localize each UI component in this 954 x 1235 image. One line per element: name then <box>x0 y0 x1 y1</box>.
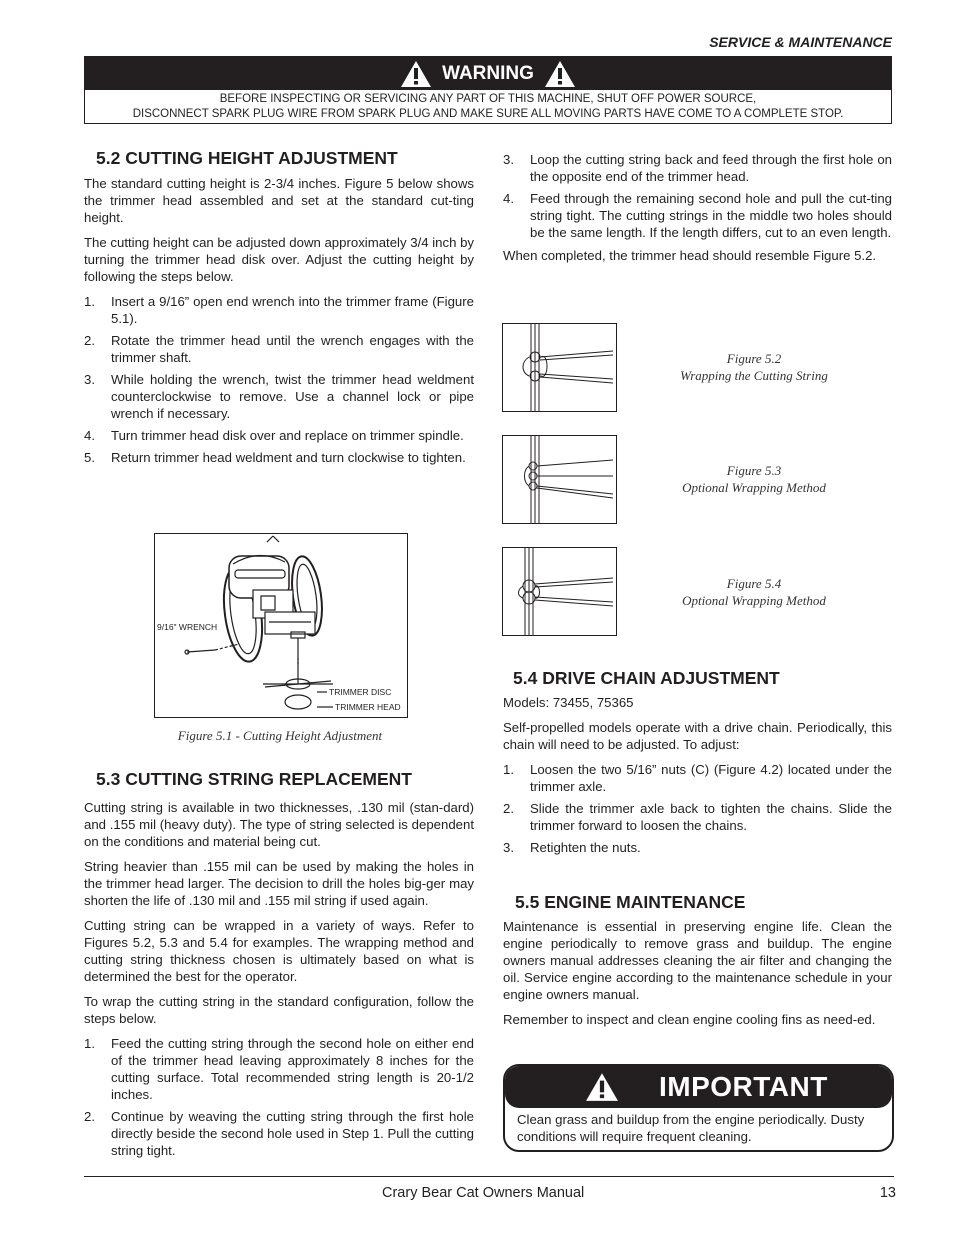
section-5-2 <box>84 150 474 471</box>
section-5-4-models: Models: 73455, 75365 <box>503 695 634 710</box>
list-item: 2. Slide the trimmer axle back to tighten the chains. Slide the trimmer forward to loosen the chains. <box>503 801 892 833</box>
figure-5-2-caption <box>660 350 848 384</box>
section-5-3-steps-continued <box>503 151 892 241</box>
list-item: 3. Retighten the nuts. <box>503 840 641 855</box>
footer-divider <box>84 1176 894 1177</box>
section-5-4-steps <box>503 761 892 856</box>
section-5-5 <box>503 894 892 1036</box>
section-5-3-para-4: To wrap the cutting string in the standard configuration, follow the steps below. <box>84 994 474 1026</box>
important-label: IMPORTANT <box>659 1071 828 1102</box>
figure-5-2 <box>502 323 617 412</box>
warning-icon <box>544 60 576 88</box>
wrench-label: 9/16" WRENCH <box>157 622 218 632</box>
list-item: 1. Feed the cutting string through the second hole on either end of the trimmer head leaving approximately 8 inches for the cutting surface. Total recommended string length is 20-1/2 inches. <box>84 1036 474 1102</box>
list-item: 1. Insert a 9/16” open end wrench into the trimmer frame (Figure 5.1). <box>84 294 474 326</box>
section-5-2-para-2: The cutting height can be adjusted down approximately 3/4 inch by turning the trimmer head disk over. Adjust the cutting height by following the steps below. <box>84 235 475 284</box>
figure-5-3-title: Optional Wrapping Method <box>682 480 826 495</box>
important-bar <box>505 1066 892 1108</box>
string-wrap-diagram <box>503 324 616 411</box>
figure-5-1 <box>154 533 408 718</box>
section-5-2-title: 5.2 CUTTING HEIGHT ADJUSTMENT <box>96 148 398 168</box>
section-5-3-title: 5.3 CUTTING STRING REPLACEMENT <box>96 769 412 789</box>
footer-manual-title: Crary Bear Cat Owners Manual <box>382 1185 585 1201</box>
warning-bar <box>85 57 891 90</box>
list-item: 3. Loop the cutting string back and feed through the first hole on the opposite end of the trimmer head. <box>503 152 892 184</box>
warning-icon <box>585 1072 619 1102</box>
figure-5-3-caption <box>660 462 848 496</box>
section-5-3-para-3: Cutting string can be wrapped in a variety of ways. Refer to Figures 5.2, 5.3 and 5.4 for examples. The wrapping method and cutting string thickness chosen is ultimately based on what is determined the best for the operator. <box>84 918 474 984</box>
figure-5-4 <box>502 547 617 636</box>
string-wrap-diagram <box>503 436 616 523</box>
page-number: 13 <box>879 1185 896 1201</box>
header-section-title: SERVICE & MAINTENANCE <box>709 34 892 50</box>
section-5-5-para-2: Remember to inspect and clean engine cooling fins as need-ed. <box>503 1012 876 1027</box>
section-5-3-para-5: When completed, the trimmer head should resemble Figure 5.2. <box>503 248 877 263</box>
figure-5-4-number: Figure 5.4 <box>726 576 782 591</box>
section-5-4 <box>503 670 892 861</box>
section-5-4-para-1: Self-propelled models operate with a drive chain. Periodically, this chain will need to be adjusted. To adjust: <box>503 720 892 752</box>
list-item: 2. Continue by weaving the cutting string through the first hole directly beside the second hole used in Step 1. Pull the cutting string tight. <box>84 1109 474 1158</box>
warning-box <box>84 56 892 124</box>
string-wrap-diagram <box>503 548 616 635</box>
section-5-3-steps <box>84 1035 474 1159</box>
important-box <box>503 1064 894 1152</box>
warning-line-2: DISCONNECT SPARK PLUG WIRE FROM SPARK PLUG AND MAKE SURE ALL MOVING PARTS HAVE COME TO A COMPLETE STOP. <box>132 108 844 120</box>
trimmer-disc-label: TRIMMER DISC <box>329 687 392 697</box>
figure-5-3 <box>502 435 617 524</box>
trimmer-head-label: TRIMMER HEAD <box>335 702 401 712</box>
section-5-4-title: 5.4 DRIVE CHAIN ADJUSTMENT <box>513 668 780 688</box>
figure-5-1-caption: Figure 5.1 - Cutting Height Adjustment <box>177 728 383 743</box>
section-5-5-title: 5.5 ENGINE MAINTENANCE <box>515 892 746 912</box>
warning-label: WARNING <box>442 62 534 84</box>
important-text: Clean grass and buildup from the engine periodically. Dusty conditions will require frequent cleaning. <box>517 1112 865 1144</box>
list-item: 4. Turn trimmer head disk over and replace on trimmer spindle. <box>84 428 464 443</box>
section-5-3 <box>84 771 474 1164</box>
trimmer-illustration <box>155 534 407 717</box>
list-item: 2. Rotate the trimmer head until the wrench engages with the trimmer shaft. <box>84 333 474 365</box>
list-item: 3. While holding the wrench, twist the trimmer head weldment counterclockwise to remove. Use a channel lock or pipe wrench if necessary. <box>84 372 474 421</box>
section-5-3-continued <box>503 151 892 272</box>
figure-5-2-title: Wrapping the Cutting String <box>680 368 828 383</box>
section-5-2-steps <box>84 293 474 466</box>
section-5-2-para-1: The standard cutting height is 2-3/4 inches. Figure 5 below shows the trimmer head assembled and set at the standard cut-ting height. <box>84 176 474 225</box>
section-5-5-para-1: Maintenance is essential in preserving engine life. Clean the engine periodically to remove grass and buildup. The engine owners manual addresses cleaning the air filter and changing the oil. Service engine according to the maintenance schedule in your engine owners manual. <box>503 919 892 1002</box>
list-item: 1. Loosen the two 5/16” nuts (C) (Figure 4.2) located under the trimmer axle. <box>503 762 892 794</box>
figure-5-2-number: Figure 5.2 <box>726 351 782 366</box>
figure-5-3-number: Figure 5.3 <box>726 463 782 478</box>
section-5-3-para-1: Cutting string is available in two thicknesses, .130 mil (stan-dard) and .155 mil (heavy duty). The type of string selected is dependent on the conditions and material being cut. <box>84 800 474 849</box>
figure-5-4-caption <box>660 575 848 609</box>
list-item: 5. Return trimmer head weldment and turn clockwise to tighten. <box>84 450 466 465</box>
warning-line-1: BEFORE INSPECTING OR SERVICING ANY PART OF THIS MACHINE, SHUT OFF POWER SOURCE, <box>219 93 757 105</box>
list-item: 4. Feed through the remaining second hole and pull the cut-ting string tight. The cutting strings in the middle two holes should be the same length. If the length differs, cut to an even length. <box>503 191 892 240</box>
section-5-3-para-2: String heavier than .155 mil can be used by making the holes in the trimmer head larger. The decision to drill the holes big-ger may shorten the life of .130 mil and .155 mil string if used again. <box>84 859 474 908</box>
figure-5-4-title: Optional Wrapping Method <box>682 593 826 608</box>
warning-icon <box>400 60 432 88</box>
warning-text <box>85 90 891 122</box>
